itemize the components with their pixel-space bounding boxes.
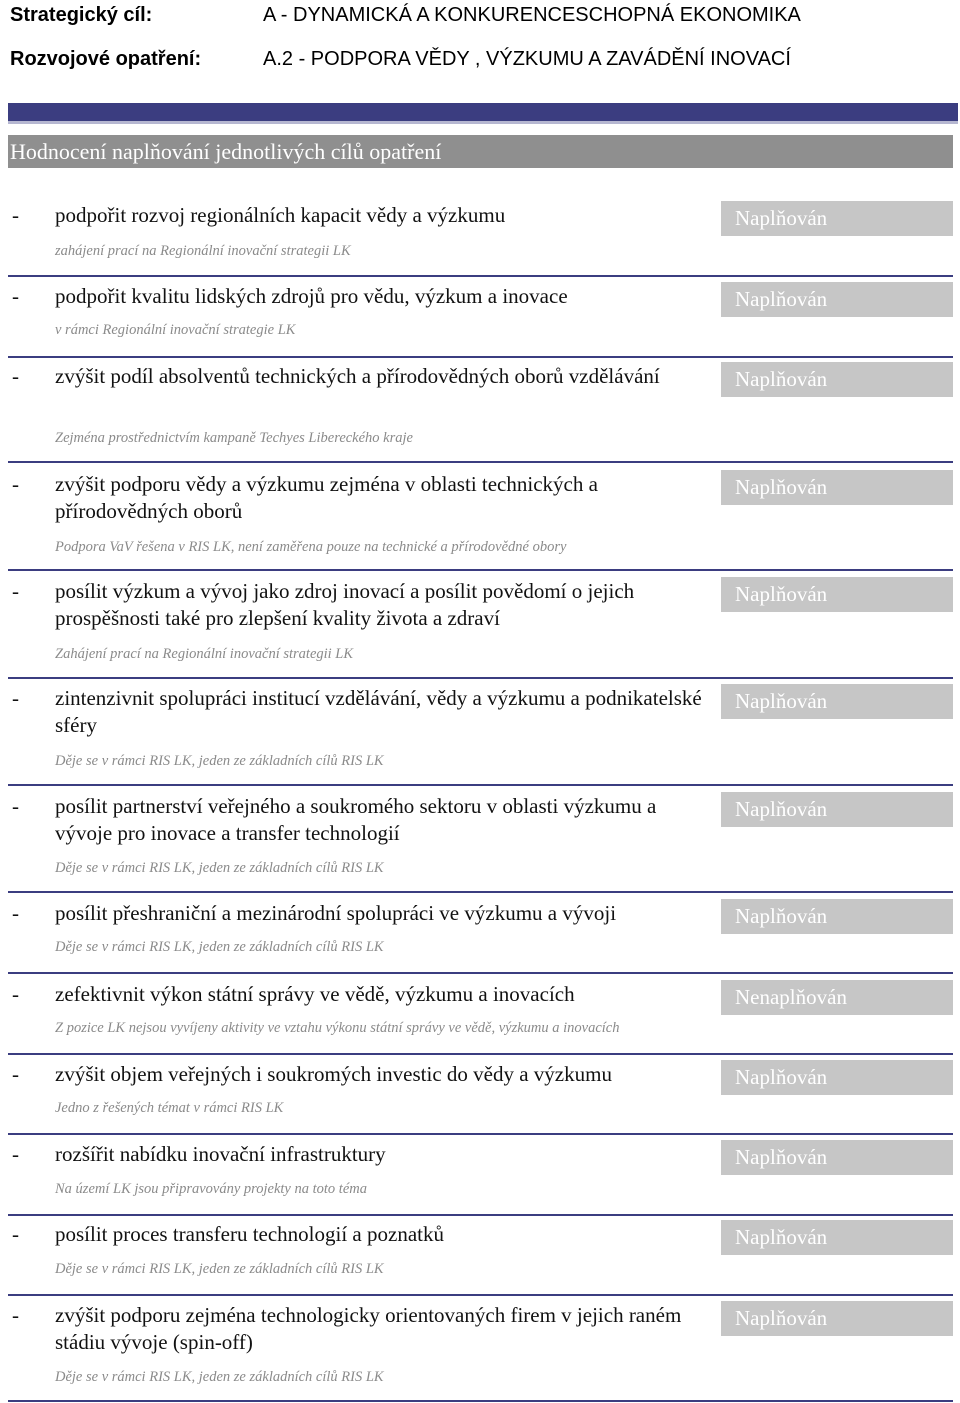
goal-item <box>8 1221 953 1296</box>
goal-status-badge: Naplňován <box>721 1220 953 1255</box>
goal-note: Děje se v rámci RIS LK, jeden ze základních cílů RIS LK <box>55 939 384 955</box>
strategic-goal-label: Strategický cíl: <box>10 4 153 26</box>
development-measure-label: Rozvojové opatření: <box>10 48 202 70</box>
goal-item <box>8 1302 953 1402</box>
goal-status-badge: Naplňován <box>721 362 953 397</box>
goal-note: Děje se v rámci RIS LK, jeden ze základních cílů RIS LK <box>55 1369 384 1385</box>
goal-note: Zahájení prací na Regionální inovační strategii LK <box>55 646 354 662</box>
goal-status-badge: Naplňován <box>721 201 953 236</box>
goal-title: posílit proces transferu technologií a poznatků <box>55 1222 444 1246</box>
goal-note: Z pozice LK nejsou vyvíjeny aktivity ve vztahu výkonu státní správy ve vědě, výzkumu a inovacích <box>55 1020 620 1036</box>
strategic-goal-value: A - DYNAMICKÁ A KONKURENCESCHOPNÁ EKONOMIKA <box>263 4 801 26</box>
goal-title: posílit výzkum a vývoj jako zdroj inovací a posílit povědomí o jejich prospěšnosti také pro zlepšení kvality života a zdraví <box>55 579 635 630</box>
goal-note: v rámci Regionální inovační strategie LK <box>55 322 296 338</box>
goal-title: zintenzivnit spolupráci institucí vzdělávání, vědy a výzkumu a podnikatelské sféry <box>55 686 702 737</box>
goal-item <box>8 363 953 463</box>
goal-item <box>8 283 953 358</box>
goal-status-badge: Naplňován <box>721 1060 953 1095</box>
goal-title: rozšířit nabídku inovační infrastruktury <box>55 1142 386 1166</box>
development-measure-value: A.2 - PODPORA VĚDY , VÝZKUMU A ZAVÁDĚNÍ INOVACÍ <box>263 48 791 70</box>
goal-title: zvýšit objem veřejných i soukromých investic do vědy a výzkumu <box>55 1062 612 1086</box>
goal-bullet: - <box>12 284 19 308</box>
goal-note: zahájení prací na Regionální inovační strategii LK <box>55 243 351 259</box>
goal-item <box>8 900 953 974</box>
goal-note: Podpora VaV řešena v RIS LK, není zaměřena pouze na technické a přírodovědné obory <box>55 539 567 555</box>
goal-status-badge: Naplňován <box>721 792 953 827</box>
goal-title: posílit přeshraniční a mezinárodní spolupráci ve výzkumu a vývoji <box>55 901 617 925</box>
goal-title: zvýšit podporu vědy a výzkumu zejména v oblasti technických a přírodovědných oborů <box>55 472 598 523</box>
goal-bullet: - <box>12 472 19 496</box>
goal-item <box>8 685 953 786</box>
goal-note: Děje se v rámci RIS LK, jeden ze základních cílů RIS LK <box>55 1261 384 1277</box>
goal-title: posílit partnerství veřejného a soukromého sektoru v oblasti výzkumu a vývoje pro inovace a transfer technologií <box>55 794 657 845</box>
goal-note: Na území LK jsou připravovány projekty na toto téma <box>55 1181 367 1197</box>
goal-status-badge: Naplňován <box>721 684 953 719</box>
goal-bullet: - <box>12 901 19 925</box>
goal-bullet: - <box>12 364 19 388</box>
goal-status-badge: Naplňován <box>721 282 953 317</box>
goal-bullet: - <box>12 1303 19 1327</box>
goal-bullet: - <box>12 794 19 818</box>
header-divider-bar <box>8 103 958 121</box>
goal-bullet: - <box>12 1142 19 1166</box>
goal-status-badge: Naplňován <box>721 470 953 505</box>
goal-status-badge: Naplňován <box>721 577 953 612</box>
goal-status-badge: Naplňován <box>721 899 953 934</box>
goal-note: Zejména prostřednictvím kampaně Techyes Libereckého kraje <box>55 430 413 446</box>
goal-bullet: - <box>12 203 19 227</box>
goal-item <box>8 981 953 1055</box>
goal-title: zvýšit podporu zejména technologicky orientovaných firem v jejich raném stádiu vývoje (spin-off) <box>55 1303 682 1354</box>
section-title: Hodnocení naplňování jednotlivých cílů opatření <box>8 135 953 168</box>
goal-title: podpořit kvalitu lidských zdrojů pro vědu, výzkum a inovace <box>55 284 568 308</box>
goal-item <box>8 793 953 893</box>
goal-bullet: - <box>12 1222 19 1246</box>
goal-status-badge: Nenaplňován <box>721 980 953 1015</box>
goal-item <box>8 1141 953 1216</box>
goal-status-badge: Naplňován <box>721 1140 953 1175</box>
goal-title: podpořit rozvoj regionálních kapacit vědy a výzkumu <box>55 203 506 227</box>
goal-bullet: - <box>12 982 19 1006</box>
goal-title: zefektivnit výkon státní správy ve vědě, výzkumu a inovacích <box>55 982 575 1006</box>
header-divider-shadow <box>8 121 958 124</box>
goal-item <box>8 202 953 277</box>
goal-item <box>8 578 953 679</box>
goal-note: Děje se v rámci RIS LK, jeden ze základních cílů RIS LK <box>55 860 384 876</box>
goal-title: zvýšit podíl absolventů technických a přírodovědných oborů vzdělávání <box>55 364 660 388</box>
goal-bullet: - <box>12 1062 19 1086</box>
goal-bullet: - <box>12 579 19 603</box>
goal-bullet: - <box>12 686 19 710</box>
goal-note: Děje se v rámci RIS LK, jeden ze základních cílů RIS LK <box>55 753 384 769</box>
goal-item <box>8 471 953 571</box>
goal-item <box>8 1061 953 1135</box>
goal-status-badge: Naplňován <box>721 1301 953 1336</box>
goal-note: Jedno z řešených témat v rámci RIS LK <box>55 1100 284 1116</box>
